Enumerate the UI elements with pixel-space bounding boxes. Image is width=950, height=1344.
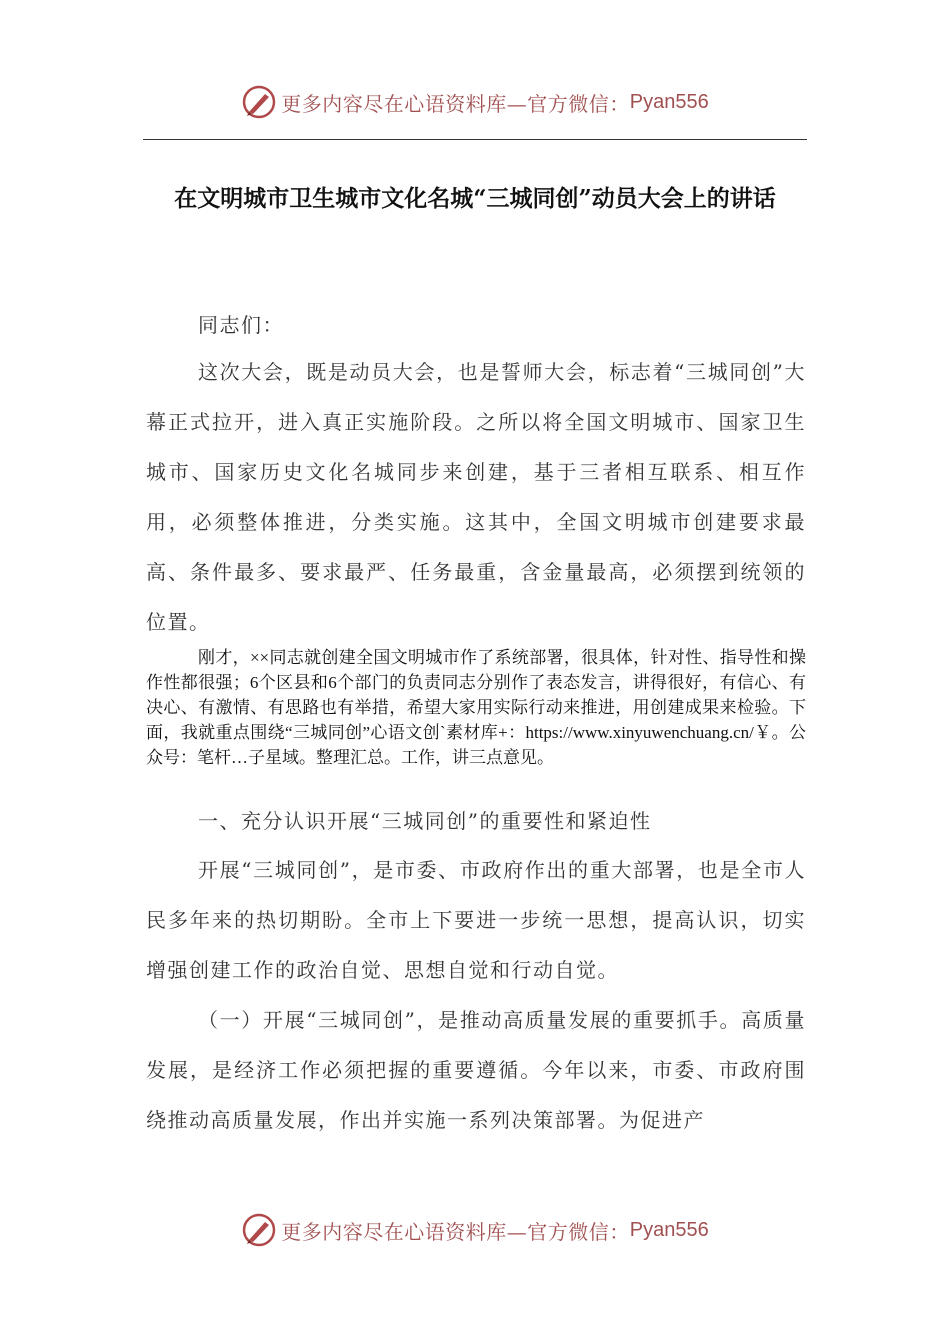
banner-text: 更多内容尽在心语资料库—官方微信： [281, 1219, 630, 1244]
header-banner [0, 82, 950, 122]
salutation: 同志们： [198, 313, 284, 337]
banner-wechat-id: Pyan556 [629, 90, 709, 113]
pen-logo-icon [241, 1212, 277, 1248]
paragraph-1: 这次大会，既是动员大会，也是誓师大会，标志着“三城同创”大幕正式拉开，进入真正实施阶段。之所以将全国文明城市、国家卫生城市、国家历史文化名城同步来创建，基于三者相互联系、相互作用，必须整体推进，分类实施。这其中，全国文明城市创建要求最高、条件最多、要求最严、任务最重，含金量最高，必须摆到统领的位置。 [146, 360, 806, 634]
footer-banner [0, 1210, 950, 1250]
pen-logo-icon [241, 84, 277, 120]
banner-wechat-id: Pyan556 [629, 1218, 709, 1241]
paragraph-2: 刚才，××同志就创建全国文明城市作了系统部署，很具体，针对性、指导性和操作性都很强；6个区县和6个部门的负责同志分别作了表态发言，讲得很好，有信心、有决心、有激情、有思路也有举措，希望大家用实际行动来推进，用创建成果来检验。下面，我就重点围绕“三城同创”心语文创`素材库+：https://www.xinyuwenchuang.cn/￥。公众号：笔杆…子星域。整理汇总。工作，讲三点意见。 [146, 648, 806, 767]
section-heading-1: 一、充分认识开展“三城同创”的重要性和紧迫性 [198, 809, 652, 833]
header-divider [143, 139, 807, 140]
paragraph-3: 开展“三城同创”，是市委、市政府作出的重大部署，也是全市人民多年来的热切期盼。全市上下要进一步统一思想，提高认识，切实增强创建工作的政治自觉、思想自觉和行动自觉。 [146, 858, 806, 982]
document-title: 在文明城市卫生城市文化名城“三城同创”动员大会上的讲话 [174, 185, 776, 212]
banner-text: 更多内容尽在心语资料库—官方微信： [281, 91, 630, 116]
paragraph-4: （一）开展“三城同创”，是推动高质量发展的重要抓手。高质量发展，是经济工作必须把握的重要遵循。今年以来，市委、市政府围绕推动高质量发展，作出并实施一系列决策部署。为促进产 [146, 1008, 806, 1132]
